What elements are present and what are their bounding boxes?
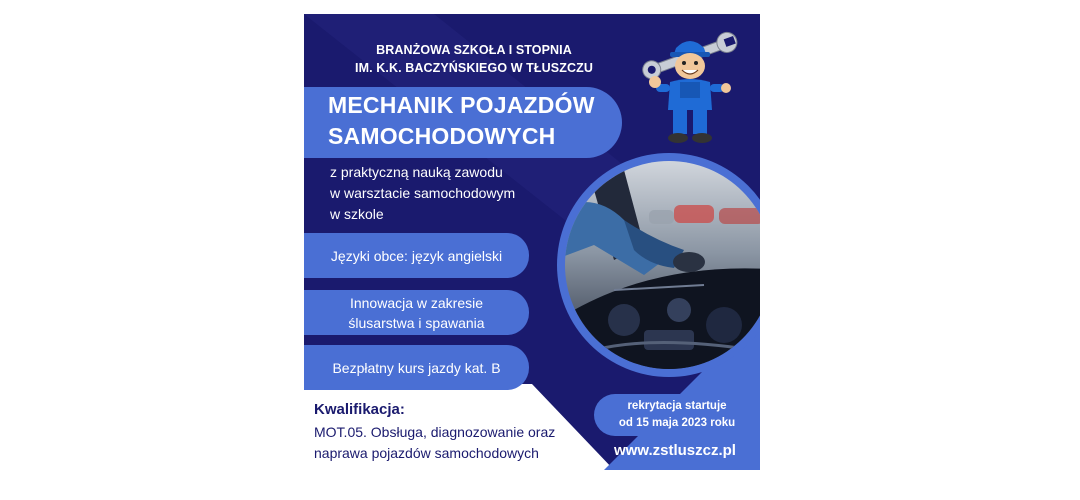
recruitment-line1: rekrytacja startuje [627, 400, 727, 412]
recruitment-poster [304, 14, 760, 470]
feature-languages-text: Języki obce: język angielski [330, 247, 503, 264]
page-title [328, 90, 595, 152]
qualification-line1: MOT.05. Obsługa, diagnozowanie oraz [314, 424, 556, 440]
practice-line3: w szkole [330, 206, 384, 222]
school-name-line2: IM. K.K. BACZYŃSKIEGO W TŁUSZCZU [355, 61, 593, 75]
feature-driving-course [304, 345, 529, 390]
feature-innovation [304, 290, 529, 335]
title-line1: MECHANIK POJAZDÓW [328, 92, 595, 118]
feature-innovation-line1: Innowacja w zakresie [349, 294, 484, 311]
mechanic-mascot-icon [640, 28, 740, 146]
school-name [324, 41, 624, 77]
qualification-description [314, 422, 555, 464]
recruitment-line2: od 15 maja 2023 roku [618, 417, 736, 429]
practice-line1: z praktyczną nauką zawodu [330, 164, 503, 180]
feature-innovation-line2: ślusarstwa i spawania [348, 314, 485, 331]
practice-line2: w warsztacie samochodowym [330, 185, 516, 201]
qualification-heading: Kwalifikacja: [314, 401, 405, 418]
feature-driving-course-text: Bezpłatny kurs jazdy kat. B [332, 359, 501, 376]
title-line2: SAMOCHODOWYCH [328, 123, 556, 149]
recruitment-badge [594, 394, 760, 436]
car-engine-repair-photo [554, 150, 760, 380]
feature-languages [304, 233, 529, 278]
website-link[interactable]: www.zstluszcz.pl [614, 442, 736, 459]
qualification-line2: naprawa pojazdów samochodowych [314, 445, 539, 461]
school-name-line1: BRANŻOWA SZKOŁA I STOPNIA [376, 43, 572, 57]
practice-description [330, 162, 515, 225]
